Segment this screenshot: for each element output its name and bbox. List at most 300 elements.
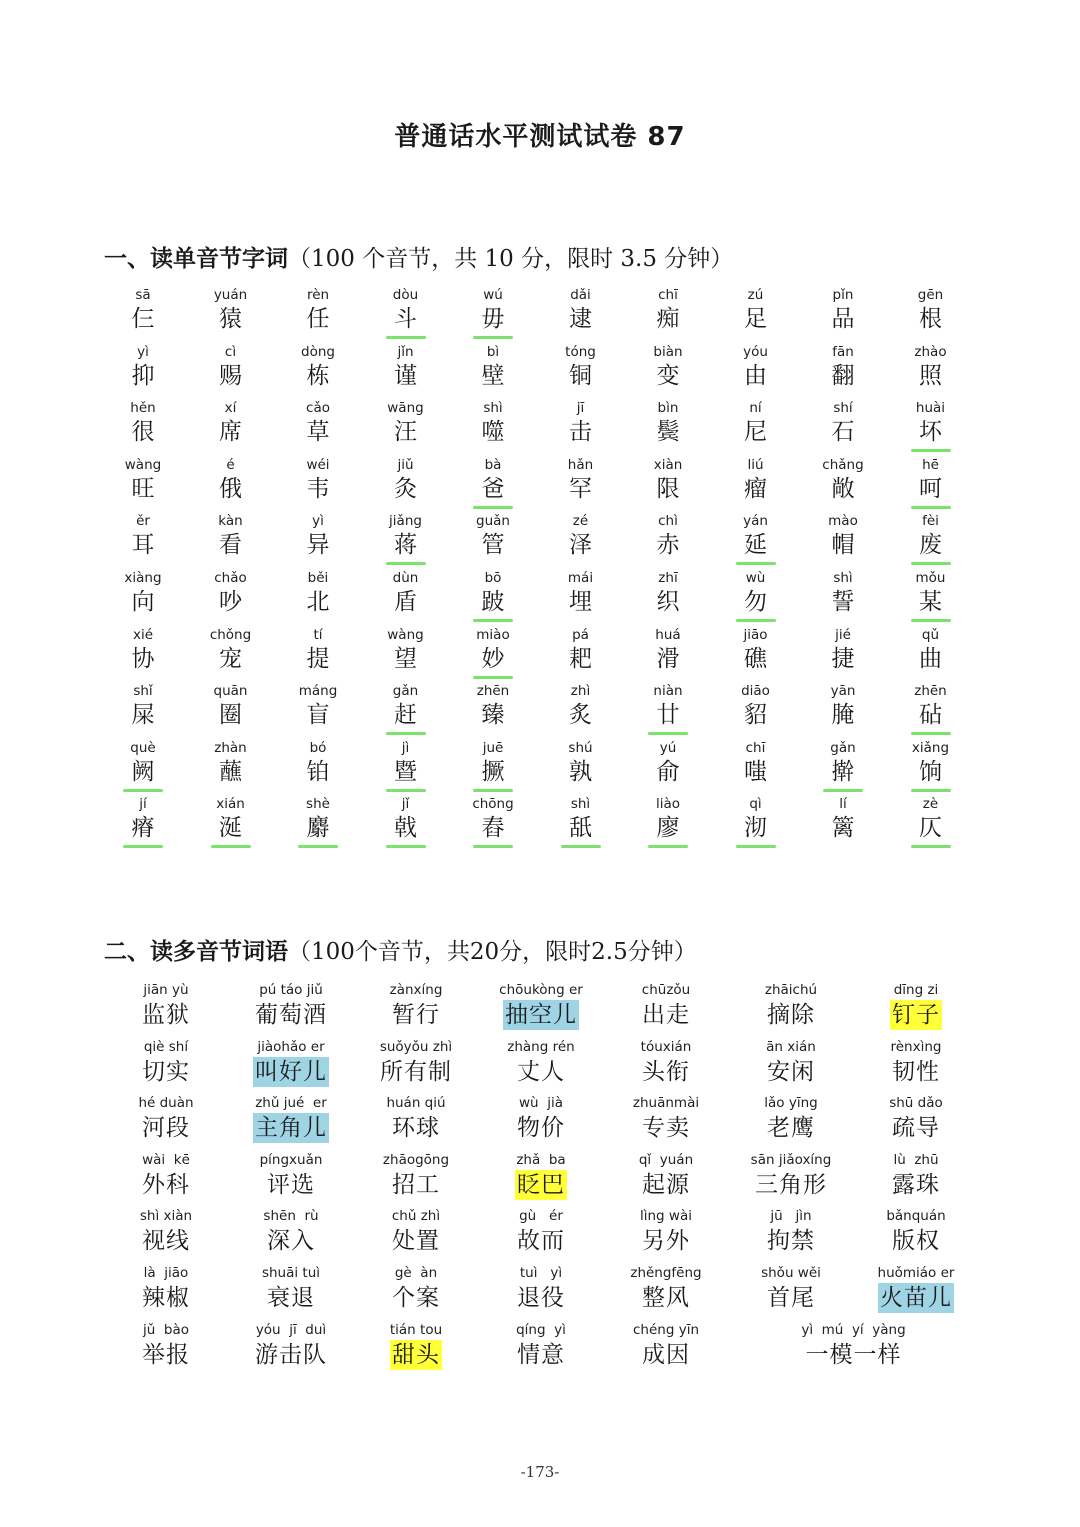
char-hanzi: 铂 — [306, 758, 330, 785]
char-pinyin: fèi — [922, 513, 939, 530]
char-item — [275, 739, 361, 796]
char-hanzi: 赐 — [219, 362, 242, 389]
char-pinyin: zhào — [914, 343, 947, 360]
word-item — [231, 1320, 351, 1376]
char-hanzi: 品 — [831, 306, 855, 332]
word-item — [606, 1263, 726, 1319]
char-hanzi: 盲 — [306, 702, 330, 729]
word-pinyin: zhǎ ba — [516, 1151, 566, 1168]
word-item — [731, 1037, 851, 1093]
char-item — [450, 682, 536, 739]
word-pinyin: jǔ bào — [143, 1321, 189, 1338]
correction-underline — [911, 845, 951, 848]
char-pinyin: biàn — [653, 343, 683, 360]
char-hanzi: 俞 — [656, 758, 680, 785]
char-item — [275, 456, 361, 513]
word-hanzi: 韧性 — [892, 1058, 940, 1085]
word-pinyin: rènxìng — [890, 1038, 942, 1055]
correction-underline — [648, 732, 688, 735]
char-item — [625, 795, 711, 852]
char-item — [625, 399, 711, 456]
char-hanzi: 擀 — [831, 758, 855, 785]
correction-underline — [911, 506, 951, 509]
word-hanzi: 版权 — [892, 1228, 940, 1255]
char-pinyin: pǐn — [832, 287, 854, 303]
correction-underline — [736, 562, 776, 565]
char-hanzi: 沏 — [744, 815, 767, 842]
char-pinyin: guǎn — [476, 513, 510, 530]
correction-underline — [386, 789, 426, 792]
char-pinyin: shǐ — [133, 683, 153, 700]
word-pinyin: tián tou — [389, 1321, 443, 1338]
char-item — [888, 286, 974, 343]
correction-underline — [473, 845, 513, 848]
correction-underline — [473, 336, 513, 339]
char-hanzi: 臻 — [481, 702, 505, 729]
char-hanzi: 提 — [306, 645, 330, 672]
page-title: 普通话水平测试试卷 87 — [394, 122, 686, 152]
correction-underline — [211, 845, 251, 848]
char-item — [713, 795, 799, 852]
word-item — [606, 1320, 726, 1376]
section2-note: （100个音节，共20分，限时2.5分钟） — [288, 939, 697, 965]
char-item — [275, 626, 361, 683]
word-pinyin: bǎnquán — [886, 1208, 946, 1225]
word-item — [106, 1320, 226, 1376]
char-pinyin: mái — [567, 570, 594, 586]
char-pinyin: sā — [135, 287, 151, 303]
word-item — [856, 1206, 976, 1262]
word-item — [106, 1206, 226, 1262]
char-pinyin: dùn — [392, 570, 419, 586]
char-item — [800, 739, 886, 796]
word-item — [606, 1093, 726, 1149]
word-hanzi: 深入 — [267, 1228, 315, 1255]
char-pinyin: xiǎng — [911, 739, 950, 756]
char-item — [713, 343, 799, 400]
word-item — [356, 1206, 476, 1262]
char-pinyin: jiǎng — [389, 513, 422, 530]
char-pinyin: hē — [922, 456, 939, 473]
word-hanzi: 视线 — [142, 1228, 190, 1255]
char-item — [625, 512, 711, 569]
section1-heading: 一、读单音节字词 — [104, 246, 288, 272]
correction-underline — [736, 845, 776, 848]
correction-underline — [911, 449, 951, 452]
char-hanzi: 任 — [306, 306, 330, 332]
word-item — [481, 1150, 601, 1206]
char-pinyin: wāng — [387, 400, 424, 417]
char-hanzi: 舐 — [569, 815, 592, 842]
char-pinyin: jiǔ — [397, 456, 414, 473]
char-hanzi: 瘠 — [131, 815, 155, 842]
char-item — [625, 456, 711, 513]
section1-note: （100 个音节，共 10 分，限时 3.5 分钟） — [288, 246, 734, 272]
char-item — [888, 456, 974, 513]
char-pinyin: wàng — [387, 626, 424, 643]
char-pinyin: wàng — [124, 456, 162, 473]
char-item — [538, 569, 624, 626]
word-item — [356, 1093, 476, 1149]
correction-underline — [386, 732, 426, 735]
char-pinyin: běi — [307, 570, 329, 586]
char-item — [713, 739, 799, 796]
char-hanzi: 俄 — [219, 475, 242, 502]
correction-underline — [648, 845, 688, 848]
char-item — [800, 456, 886, 513]
word-hanzi: 游击队 — [255, 1341, 327, 1368]
char-hanzi: 蒋 — [394, 532, 417, 559]
char-pinyin: xiàn — [653, 456, 683, 473]
word-pinyin: qiè shí — [143, 1038, 189, 1055]
char-hanzi: 敞 — [831, 475, 855, 502]
char-pinyin: yán — [743, 513, 768, 530]
char-hanzi: 吵 — [219, 589, 242, 615]
correction-underline — [911, 619, 951, 622]
char-hanzi: 根 — [919, 306, 942, 332]
highlighted-word: 抽空儿 — [505, 1002, 577, 1028]
word-pinyin: chōukòng er — [499, 982, 583, 998]
char-item — [888, 682, 974, 739]
word-hanzi: 情意 — [517, 1341, 565, 1368]
word-item — [106, 1037, 226, 1093]
char-item — [538, 343, 624, 400]
char-hanzi: 涎 — [219, 815, 242, 842]
char-hanzi: 嗤 — [744, 758, 767, 785]
char-item — [363, 626, 449, 683]
word-pinyin: tóuxián — [640, 1038, 692, 1055]
char-hanzi: 限 — [656, 475, 680, 502]
char-pinyin: bō — [484, 570, 502, 586]
char-pinyin: cì — [224, 343, 237, 360]
word-hanzi: 专卖 — [642, 1115, 690, 1142]
char-pinyin: gǎn — [392, 683, 419, 700]
word-pinyin: shì xiàn — [139, 1208, 193, 1225]
char-hanzi: 栋 — [306, 362, 330, 389]
char-hanzi: 足 — [744, 306, 767, 332]
word-pinyin: dīng zi — [893, 982, 939, 998]
char-pinyin: tí — [313, 626, 323, 643]
correction-underline — [736, 619, 776, 622]
char-item — [625, 343, 711, 400]
char-pinyin: shè — [306, 796, 330, 813]
char-item — [713, 399, 799, 456]
char-hanzi: 泽 — [569, 532, 592, 559]
char-item — [450, 626, 536, 683]
word-hanzi: 外科 — [142, 1171, 190, 1198]
word-item — [856, 1150, 976, 1206]
char-item — [713, 456, 799, 513]
word-pinyin: píngxuǎn — [259, 1151, 323, 1168]
char-hanzi: 舂 — [481, 815, 505, 842]
char-item — [800, 626, 886, 683]
char-hanzi: 砧 — [919, 702, 942, 729]
char-hanzi: 爸 — [481, 475, 505, 502]
char-pinyin: shì — [833, 570, 853, 586]
char-pinyin: zhì — [570, 683, 591, 700]
word-hanzi: 暂行 — [392, 1002, 440, 1028]
char-hanzi: 呵 — [919, 475, 942, 502]
char-hanzi: 炙 — [569, 702, 592, 729]
word-pinyin: chūzǒu — [641, 982, 691, 998]
char-item — [275, 343, 361, 400]
char-pinyin: yān — [830, 683, 856, 700]
char-hanzi: 埋 — [569, 589, 592, 615]
char-pinyin: chǎng — [822, 456, 864, 473]
word-item — [106, 1263, 226, 1319]
char-pinyin: jǐn — [397, 343, 414, 360]
char-pinyin: bà — [484, 456, 502, 473]
char-pinyin: xiàng — [124, 570, 162, 586]
char-hanzi: 耳 — [131, 532, 155, 559]
char-item — [888, 626, 974, 683]
word-item — [606, 980, 726, 1036]
word-hanzi: 成因 — [642, 1341, 690, 1368]
char-item — [800, 795, 886, 852]
char-item — [188, 739, 274, 796]
char-pinyin: chī — [658, 287, 678, 303]
char-hanzi: 某 — [919, 589, 942, 615]
char-hanzi: 戟 — [394, 815, 417, 842]
word-item — [231, 980, 351, 1036]
char-item — [275, 286, 361, 343]
word-hanzi: 个案 — [392, 1285, 440, 1311]
char-item — [100, 456, 186, 513]
highlighted-word: 火苗儿 — [880, 1285, 952, 1311]
char-item — [625, 626, 711, 683]
char-item — [100, 795, 186, 852]
word-pinyin: lù zhū — [893, 1151, 939, 1168]
char-pinyin: fān — [832, 343, 854, 360]
char-pinyin: hěn — [130, 400, 156, 417]
word-item — [481, 1263, 601, 1319]
char-pinyin: shú — [568, 739, 593, 756]
word-pinyin: wù jià — [519, 1095, 563, 1112]
char-item — [450, 512, 536, 569]
char-pinyin: qì — [749, 796, 762, 813]
char-hanzi: 礁 — [744, 645, 767, 672]
char-hanzi: 逮 — [569, 306, 592, 332]
char-pinyin: yóu — [743, 343, 768, 360]
char-item — [363, 682, 449, 739]
word-item — [356, 1263, 476, 1319]
char-item — [625, 286, 711, 343]
word-item — [481, 1093, 601, 1149]
char-item — [188, 795, 274, 852]
correction-underline — [823, 789, 863, 792]
word-item — [731, 1093, 851, 1149]
char-item — [100, 512, 186, 569]
char-hanzi: 翻 — [831, 362, 855, 389]
char-pinyin: wéi — [306, 456, 330, 473]
page-number: -173- — [520, 1463, 560, 1481]
char-hanzi: 向 — [131, 589, 155, 615]
word-pinyin: zhěngfēng — [630, 1265, 702, 1281]
char-pinyin: jiāo — [743, 626, 768, 643]
char-item — [888, 569, 974, 626]
char-hanzi: 尼 — [744, 419, 767, 446]
char-pinyin: shì — [483, 400, 503, 417]
char-hanzi: 廖 — [656, 815, 680, 842]
char-hanzi: 废 — [919, 532, 942, 559]
char-hanzi: 曲 — [919, 645, 942, 672]
word-item — [481, 980, 601, 1036]
char-item — [800, 343, 886, 400]
char-hanzi: 斗 — [394, 306, 417, 332]
word-item — [606, 1037, 726, 1093]
word-pinyin: lǎo yīng — [764, 1095, 818, 1112]
word-item — [731, 1263, 851, 1319]
char-pinyin: gēn — [917, 287, 944, 303]
char-pinyin: quān — [213, 683, 248, 700]
word-hanzi: 举报 — [142, 1341, 190, 1368]
char-item — [450, 399, 536, 456]
word-item — [856, 1037, 976, 1093]
correction-underline — [123, 845, 163, 848]
correction-underline — [473, 676, 513, 679]
char-item — [188, 626, 274, 683]
word-hanzi: 监狱 — [142, 1002, 190, 1028]
char-hanzi: 蘸 — [219, 758, 242, 785]
char-item — [800, 512, 886, 569]
word-hanzi: 物价 — [517, 1115, 565, 1142]
char-pinyin: xié — [132, 626, 154, 643]
char-item — [188, 512, 274, 569]
char-item — [538, 456, 624, 513]
word-item — [231, 1206, 351, 1262]
word-pinyin: suǒyǒu zhì — [379, 1038, 453, 1055]
char-pinyin: dòng — [301, 343, 335, 360]
char-hanzi: 屎 — [131, 702, 155, 729]
word-hanzi: 所有制 — [380, 1058, 452, 1085]
section2-heading: 二、读多音节词语 — [104, 939, 288, 965]
correction-underline — [123, 789, 163, 792]
char-item — [450, 739, 536, 796]
word-item — [856, 980, 976, 1036]
char-pinyin: huài — [915, 400, 946, 417]
word-hanzi: 安闲 — [767, 1058, 815, 1085]
char-hanzi: 盾 — [394, 589, 417, 615]
char-pinyin: què — [130, 739, 156, 756]
char-pinyin: jì — [401, 739, 410, 756]
word-item — [481, 1206, 601, 1262]
correction-underline — [473, 506, 513, 509]
correction-underline — [911, 732, 951, 735]
char-item — [363, 343, 449, 400]
char-pinyin: máng — [298, 683, 338, 700]
char-pinyin: chǒng — [209, 626, 252, 643]
char-hanzi: 廿 — [656, 702, 680, 729]
word-item — [231, 1263, 351, 1319]
word-pinyin: zhǔ jué er — [255, 1095, 327, 1112]
word-pinyin: zhuānmài — [632, 1095, 700, 1112]
char-hanzi: 击 — [569, 419, 592, 446]
char-pinyin: huá — [655, 626, 681, 643]
word-pinyin: lìng wài — [640, 1208, 692, 1225]
char-pinyin: yì — [137, 343, 149, 360]
char-item — [888, 399, 974, 456]
char-hanzi: 草 — [306, 419, 330, 446]
word-pinyin: qǐ yuán — [638, 1151, 694, 1168]
char-hanzi: 耙 — [569, 645, 592, 672]
char-item — [538, 739, 624, 796]
word-hanzi: 葡萄酒 — [255, 1002, 327, 1028]
char-pinyin: zhēn — [476, 683, 510, 700]
char-pinyin: xián — [216, 796, 245, 813]
word-item — [856, 1093, 976, 1149]
char-pinyin: miào — [476, 626, 510, 643]
word-pinyin: qíng yì — [516, 1321, 566, 1338]
char-pinyin: rèn — [306, 287, 330, 303]
char-item — [450, 456, 536, 513]
char-pinyin: bì — [486, 343, 500, 360]
char-hanzi: 织 — [656, 589, 680, 615]
word-item — [356, 1320, 476, 1376]
char-hanzi: 妙 — [481, 645, 505, 672]
char-item — [188, 569, 274, 626]
word-pinyin: wài kē — [142, 1151, 190, 1168]
word-item — [231, 1093, 351, 1149]
char-pinyin: yú — [659, 739, 677, 756]
char-item — [538, 286, 624, 343]
char-pinyin: gǎn — [830, 739, 856, 756]
char-hanzi: 由 — [744, 362, 767, 389]
char-item — [800, 569, 886, 626]
char-item — [100, 399, 186, 456]
char-item — [713, 512, 799, 569]
char-hanzi: 帽 — [831, 532, 855, 559]
word-pinyin: huǒmiáo er — [877, 1265, 955, 1281]
highlighted-word: 眨巴 — [517, 1171, 565, 1198]
char-hanzi: 旺 — [131, 475, 155, 502]
word-pinyin: shēn rù — [263, 1208, 319, 1225]
word-pinyin: zhàng rén — [507, 1038, 575, 1055]
word-pinyin: gè àn — [394, 1265, 438, 1281]
word-hanzi: 丈人 — [517, 1058, 565, 1085]
word-item — [481, 1320, 601, 1376]
char-item — [188, 682, 274, 739]
char-item — [363, 456, 449, 513]
char-pinyin: ěr — [136, 513, 150, 530]
word-pinyin: jū jìn — [770, 1208, 812, 1225]
char-item — [888, 739, 974, 796]
char-item — [538, 626, 624, 683]
char-pinyin: wù — [745, 570, 766, 586]
char-hanzi: 毋 — [481, 306, 505, 332]
word-hanzi: 一模一样 — [805, 1341, 902, 1368]
correction-underline — [386, 336, 426, 339]
char-pinyin: zè — [922, 796, 939, 813]
word-item — [356, 1150, 476, 1206]
char-item — [275, 795, 361, 852]
char-item — [713, 682, 799, 739]
section2-title — [104, 933, 697, 966]
correction-underline — [386, 562, 426, 565]
char-hanzi: 跛 — [481, 589, 505, 615]
char-item — [713, 569, 799, 626]
char-pinyin: liú — [747, 456, 764, 473]
char-pinyin: ní — [749, 400, 762, 417]
word-hanzi: 招工 — [392, 1171, 440, 1198]
char-hanzi: 圈 — [219, 702, 242, 729]
char-hanzi: 异 — [306, 532, 330, 559]
word-item — [731, 980, 851, 1036]
word-item — [356, 980, 476, 1036]
char-pinyin: bó — [309, 739, 327, 756]
char-item — [625, 569, 711, 626]
char-item — [450, 343, 536, 400]
word-pinyin: jiàohǎo er — [257, 1038, 325, 1055]
